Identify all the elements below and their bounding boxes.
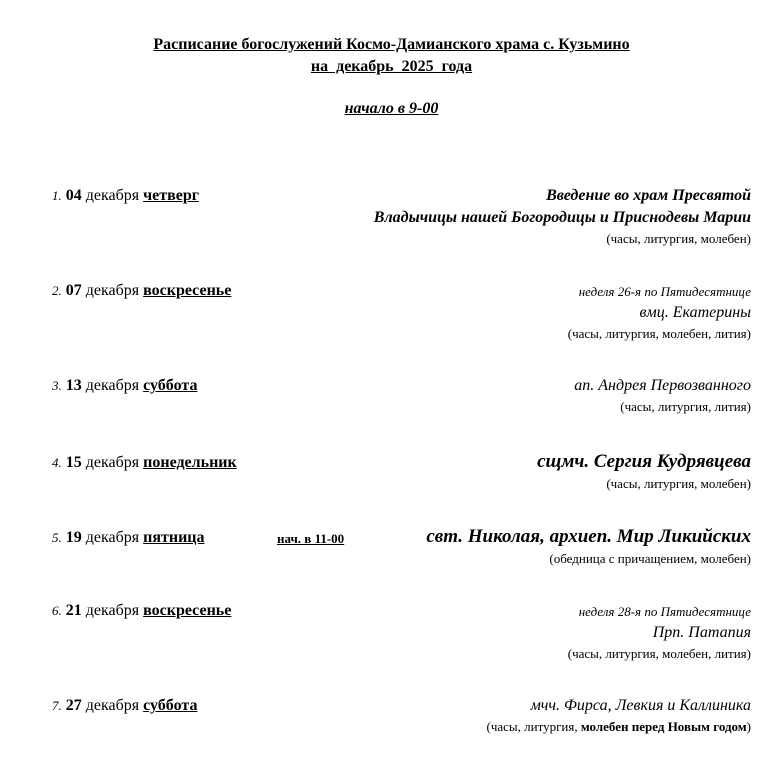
- entry-date-6: [52, 602, 231, 620]
- entry-date-3: [52, 377, 197, 395]
- entry-month: декабря: [85, 454, 140, 471]
- feast-name: Введение во храм Пресвятой: [546, 187, 751, 204]
- schedule-month: на декабрь 2025 года: [310, 58, 473, 75]
- week-label: неделя 26-я по Пятидесятнице: [578, 284, 751, 299]
- week-label: неделя 28-я по Пятидесятнице: [578, 604, 751, 619]
- entry-date-5: [52, 529, 205, 547]
- entry-weekday: воскресенье: [143, 602, 232, 619]
- services: (часы, литургия, молебен): [606, 231, 751, 246]
- entry-day: 27: [65, 697, 82, 714]
- entry-month: декабря: [85, 282, 140, 299]
- schedule-title: Расписание богослужений Космо-Дамианского храма с. Кузьмино: [153, 36, 630, 53]
- entry-number: 1.: [52, 188, 62, 203]
- services-plain: (часы, литургия,: [486, 719, 581, 734]
- entry-day: 04: [65, 187, 82, 204]
- entry-weekday: суббота: [143, 377, 198, 394]
- services: (часы, литургия, лития): [620, 399, 751, 414]
- entry-day: 15: [65, 454, 82, 471]
- entry-day: 07: [65, 282, 82, 299]
- entry-number: 2.: [52, 283, 62, 298]
- entry-number: 6.: [52, 603, 62, 618]
- entry-month: декабря: [85, 377, 140, 394]
- start-time: начало в 9-00: [344, 100, 439, 117]
- feast-name: мчч. Фирса, Левкия и Каллиника: [530, 697, 751, 714]
- services: (часы, литургия, молебен, лития): [567, 326, 751, 341]
- services: (обедница с причащением, молебен): [549, 551, 751, 566]
- feast-name: свт. Николая, архиеп. Мир Ликийских: [426, 526, 751, 547]
- services: (часы, литургия, молебен, лития): [567, 646, 751, 661]
- entry-day: 13: [65, 377, 82, 394]
- entry-number: 7.: [52, 698, 62, 713]
- entry-feast-6: [568, 602, 751, 664]
- entry-month: декабря: [85, 187, 140, 204]
- entry-weekday: четверг: [143, 187, 200, 204]
- entry-weekday: понедельник: [143, 454, 237, 471]
- entry-feast-7: [486, 695, 751, 737]
- entry-feast-4: [537, 450, 751, 494]
- entry-feast-5: [426, 525, 751, 569]
- entry-feast-2: [568, 282, 751, 344]
- feast-name: вмц. Екатерины: [639, 304, 751, 321]
- services-bold: молебен перед Новым годом: [580, 719, 747, 734]
- entry-number: 5.: [52, 530, 62, 545]
- entry-month: декабря: [85, 602, 140, 619]
- services: [486, 717, 751, 737]
- entry-day: 19: [65, 529, 82, 546]
- services: (часы, литургия, молебен): [606, 476, 751, 491]
- entry-feast-1: [374, 185, 751, 249]
- entry-weekday: суббота: [143, 697, 198, 714]
- entry-date-7: [52, 697, 197, 715]
- entry-month: декабря: [85, 697, 140, 714]
- entry-month: декабря: [85, 529, 140, 546]
- entry-number: 4.: [52, 455, 62, 470]
- feast-name: Владычицы нашей Богородицы и Приснодевы Марии: [373, 209, 751, 226]
- entry-date-1: [52, 187, 199, 205]
- entry-day: 21: [65, 602, 82, 619]
- entry-weekday: пятница: [143, 529, 205, 546]
- entry-weekday: воскресенье: [143, 282, 232, 299]
- feast-name: сщмч. Сергия Кудрявцева: [537, 451, 751, 472]
- start-time-note: нач. в 11-00: [277, 531, 345, 546]
- feast-name: Прп. Патапия: [652, 624, 751, 641]
- feast-name: ап. Андрея Первозванного: [574, 377, 751, 394]
- entry-date-4: [52, 454, 237, 472]
- services-close: ): [746, 719, 751, 734]
- entry-number: 3.: [52, 378, 62, 393]
- entry-date-2: [52, 282, 231, 300]
- entry-feast-3: [574, 375, 751, 417]
